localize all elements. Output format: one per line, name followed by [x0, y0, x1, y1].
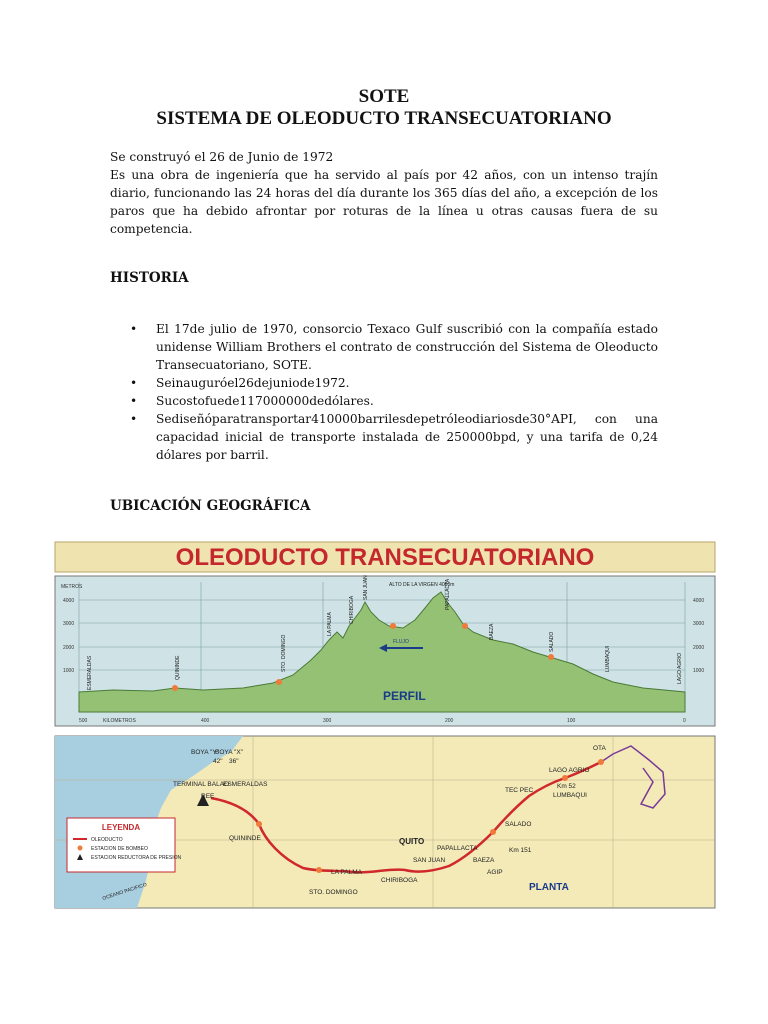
elev-tick-right: 4000 — [693, 598, 705, 604]
list-item-text: El 17de julio de 1970, consorcio Texaco Gulf suscribió con la compañía estado unidense William Brothers el contrato de construcción del Sistema de Oleoducto Transecuatoriano, SOTE. — [156, 322, 658, 372]
map-label: ESMERALDAS — [223, 781, 268, 788]
elev-tick-right: 3000 — [693, 621, 705, 627]
map-label: STO. DOMINGO — [309, 889, 358, 896]
bullet-icon: • — [130, 412, 138, 426]
profile-station-label: STO. DOMINGO — [281, 634, 287, 672]
profile-station-label: ESMERALDAS — [87, 655, 93, 690]
profile-station-label: QUININDE — [175, 655, 181, 680]
pipeline-illustration — [53, 540, 717, 910]
km-tick: 200 — [445, 718, 454, 724]
map-label: LAGO AGRIO — [549, 767, 590, 774]
map-label: REE — [201, 793, 215, 800]
map-label: BOYA "Y" — [191, 749, 219, 756]
map-label: QUININDE — [229, 835, 261, 842]
document-subtitle: SISTEMA DE OLEODUCTO TRANSECUATORIANO — [156, 108, 612, 129]
list-item — [130, 392, 658, 410]
profile-station-label: SALADO — [549, 631, 555, 652]
map-label: TEC PEC — [505, 787, 534, 794]
profile-station-label: CHIRIBOGA — [349, 595, 355, 624]
map-label: PAPALLACTA — [437, 845, 478, 852]
km-tick: 300 — [323, 718, 332, 724]
map-label: BOYA "X" — [215, 749, 243, 756]
list-item-text: Sediseñóparatransportar410000barrilesdepetróleodiariosde30°API, con una capacidad inicial de transporte instalada de 250000bpd, y una tarifa de 0,24 dólares por barril. — [156, 412, 658, 462]
elev-tick-left: 4000 — [63, 598, 75, 604]
map-label: BAEZA — [473, 857, 495, 864]
bullet-icon: • — [130, 394, 138, 408]
elev-tick-right: 2000 — [693, 645, 705, 651]
metros-label: METROS — [61, 584, 83, 590]
legend-pump-icon — [78, 846, 83, 851]
list-item-text: Seinaugurόel26dejuniode1972. — [156, 376, 350, 390]
map-label: QUITO — [399, 837, 425, 846]
map-label: 42" — [213, 758, 223, 765]
historia-heading: HISTORIA — [110, 270, 189, 286]
profile-label: PERFIL — [383, 689, 426, 703]
pipeline-figure — [53, 540, 717, 910]
map-label: OCEANO PACIFICO — [101, 881, 148, 902]
intro-section — [110, 148, 658, 238]
historia-list — [130, 320, 658, 464]
map-label: Km 52 — [557, 783, 576, 790]
km-tick: 100 — [567, 718, 576, 724]
km-axis-label: KILOMETROS — [103, 718, 136, 724]
profile-station-label: BAEZA — [489, 623, 495, 640]
map-label: SALADO — [505, 821, 532, 828]
km-tick: 400 — [201, 718, 210, 724]
legend-title: LEYENDA — [101, 823, 141, 832]
profile-station-label: PAPALLACTA — [445, 578, 451, 610]
list-item — [130, 374, 658, 392]
profile-station-label: LUMBAQUI — [605, 645, 611, 672]
map-label: TERMINAL BALAO — [173, 781, 230, 788]
elev-tick-left: 2000 — [63, 645, 75, 651]
intro-paragraph: Es una obra de ingeniería que ha servido al país por 42 años, con un intenso trajín diario, funcionando las 24 horas del día durante los 365 días del año, a excepción de los paros que ha debido afrontar por roturas de la línea u otras causas fuera de su competencia. — [110, 168, 658, 236]
intro-line: Se construyó el 26 de Junio de 1972 — [110, 150, 334, 164]
map-label: PLANTA — [529, 882, 569, 893]
bullet-icon: • — [130, 376, 138, 390]
map-label: LUMBAQUI — [553, 792, 587, 799]
map-label: LA PALMA — [331, 869, 362, 876]
elev-tick-left: 1000 — [63, 668, 75, 674]
map-label: OTA — [593, 745, 606, 752]
map-label: Km 151 — [509, 847, 532, 854]
km-tick: 500 — [79, 718, 88, 724]
ubicacion-heading: UBICACIÓN GEOGRÁFICA — [110, 498, 311, 514]
profile-station-label: SAN JUAN — [363, 575, 369, 600]
list-item — [130, 320, 658, 374]
map-label: SAN JUAN — [413, 857, 446, 864]
banner-title: OLEODUCTO TRANSECUATORIANO — [175, 544, 595, 571]
profile-station-label: LAGO AGRIO — [677, 652, 683, 684]
km-tick: 0 — [683, 718, 686, 724]
list-item — [130, 410, 658, 464]
flow-label: FLUJO — [393, 639, 409, 645]
legend-item: ESTACION DE BOMBEO — [91, 846, 148, 852]
map-label: CHIRIBOGA — [381, 877, 418, 884]
map-label: 36" — [229, 758, 239, 765]
profile-station-label: LA PALMA — [327, 612, 333, 636]
legend-item: ESTACION REDUCTORA DE PRESION — [91, 855, 182, 861]
map-label: AGIP — [487, 869, 503, 876]
bullet-icon: • — [130, 322, 138, 336]
list-item-text: Sucostofuede117000000dedólares. — [156, 394, 374, 408]
elev-tick-right: 1000 — [693, 668, 705, 674]
legend-item: OLEODUCTO — [91, 837, 123, 843]
document-title: SOTE — [358, 86, 410, 107]
profile-station-label: ALTO DE LA VIRGEN 4060m — [389, 582, 455, 588]
elev-tick-left: 3000 — [63, 621, 75, 627]
